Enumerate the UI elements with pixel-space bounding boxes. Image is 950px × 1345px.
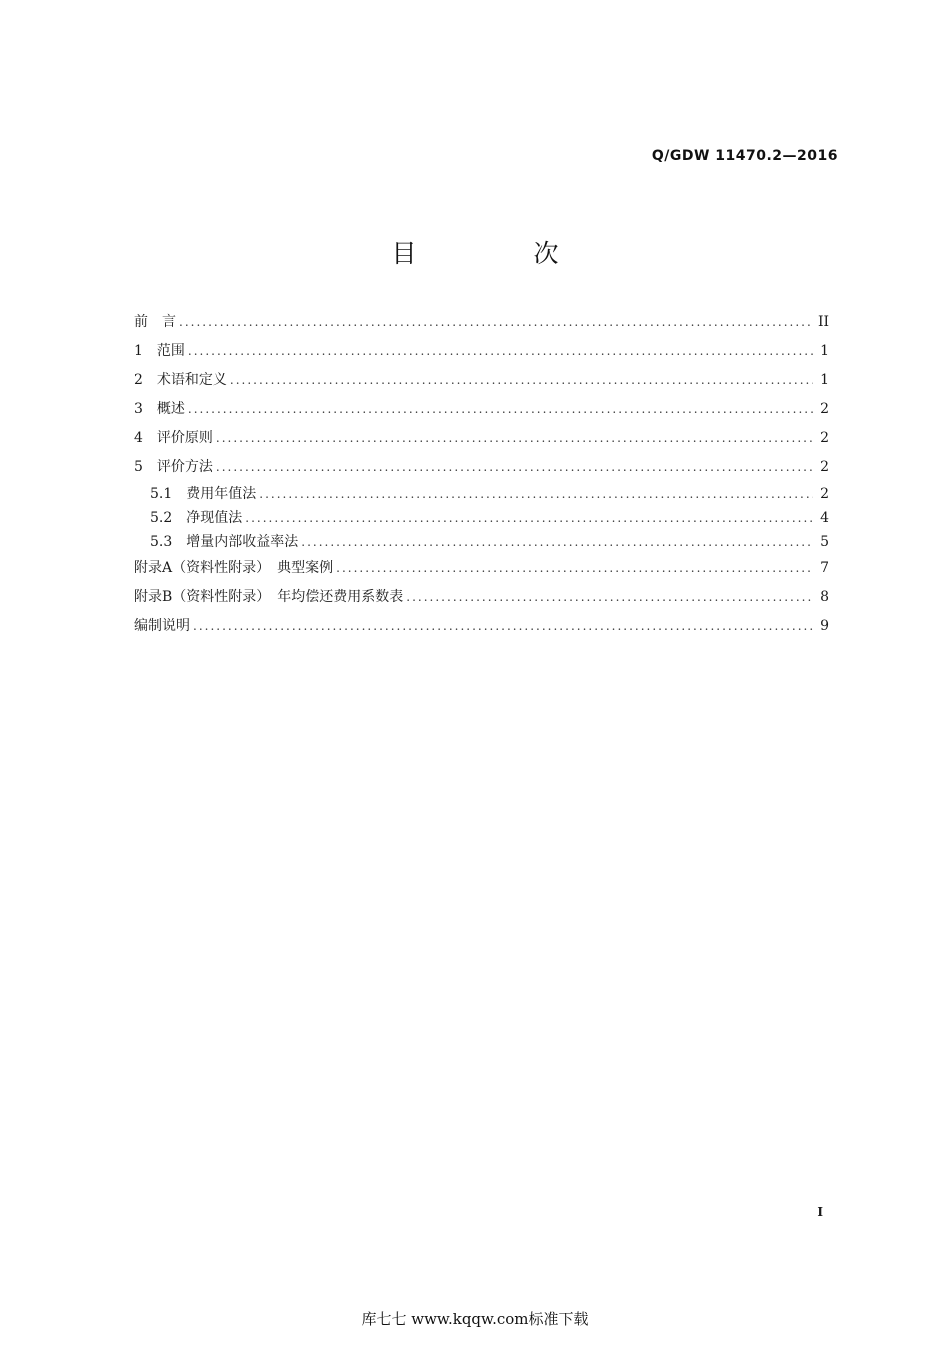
- toc-entry-label: 前 言: [134, 314, 176, 330]
- toc-entry-page: 5: [820, 534, 829, 550]
- toc-entry-appendix-a[interactable]: [134, 554, 829, 583]
- toc-entry-scope[interactable]: [134, 337, 829, 366]
- toc-entry-page: 2: [820, 459, 829, 475]
- toc-entry-npv[interactable]: [134, 506, 829, 530]
- toc-entry-label: 2 术语和定义: [134, 372, 227, 388]
- toc-leader-dots: [245, 506, 813, 530]
- toc-entry-annual-cost[interactable]: [134, 482, 829, 506]
- toc-entry-terms[interactable]: [134, 366, 829, 395]
- toc-entry-label: 附录B（资料性附录） 年均偿还费用系数表: [134, 589, 404, 605]
- table-of-contents: [134, 308, 829, 641]
- toc-entry-label: 附录A（资料性附录） 典型案例: [134, 560, 334, 576]
- page-title: 目 次: [391, 239, 605, 268]
- toc-entry-page: 7: [820, 560, 829, 576]
- toc-entry-page: 8: [820, 589, 829, 605]
- toc-entry-principles[interactable]: [134, 424, 829, 453]
- toc-entry-label: 编制说明: [134, 618, 190, 634]
- toc-leader-dots: [406, 583, 813, 612]
- toc-entry-irr[interactable]: [134, 530, 829, 554]
- toc-entry-explanation[interactable]: [134, 612, 829, 641]
- toc-leader-dots: [188, 395, 813, 424]
- page-number: I: [817, 1205, 823, 1219]
- toc-leader-dots: [179, 308, 812, 337]
- toc-entry-label: 3 概述: [134, 401, 185, 417]
- toc-entry-label: 4 评价原则: [134, 430, 213, 446]
- toc-entry-page: II: [817, 314, 829, 330]
- toc-entry-page: 9: [820, 618, 829, 634]
- toc-leader-dots: [216, 453, 813, 482]
- toc-entry-appendix-b[interactable]: [134, 583, 829, 612]
- toc-entry-page: 2: [820, 486, 829, 502]
- toc-entry-page: 1: [820, 343, 829, 359]
- toc-entry-foreword[interactable]: [134, 308, 829, 337]
- toc-entry-page: 1: [820, 372, 829, 388]
- toc-leader-dots: [336, 554, 813, 583]
- toc-entry-label: 1 范围: [134, 343, 185, 359]
- footer-watermark-text: 库七七 www.kqqw.com标准下载: [361, 1310, 589, 1328]
- toc-leader-dots: [230, 366, 813, 395]
- toc-entry-page: 4: [820, 510, 829, 526]
- toc-entry-label: 5.1 费用年值法: [150, 486, 257, 502]
- toc-entry-page: 2: [820, 430, 829, 446]
- toc-entry-label: 5.2 净现值法: [150, 510, 243, 526]
- toc-leader-dots: [216, 424, 813, 453]
- toc-entry-label: 5.3 增量内部收益率法: [150, 534, 299, 550]
- toc-leader-dots: [301, 530, 813, 554]
- toc-leader-dots: [188, 337, 813, 366]
- toc-entry-page: 2: [820, 401, 829, 417]
- toc-entry-label: 5 评价方法: [134, 459, 213, 475]
- standard-code: Q/GDW 11470.2—2016: [651, 148, 838, 164]
- toc-entry-overview[interactable]: [134, 395, 829, 424]
- toc-leader-dots: [193, 612, 813, 641]
- toc-entry-methods[interactable]: [134, 453, 829, 482]
- toc-leader-dots: [259, 482, 813, 506]
